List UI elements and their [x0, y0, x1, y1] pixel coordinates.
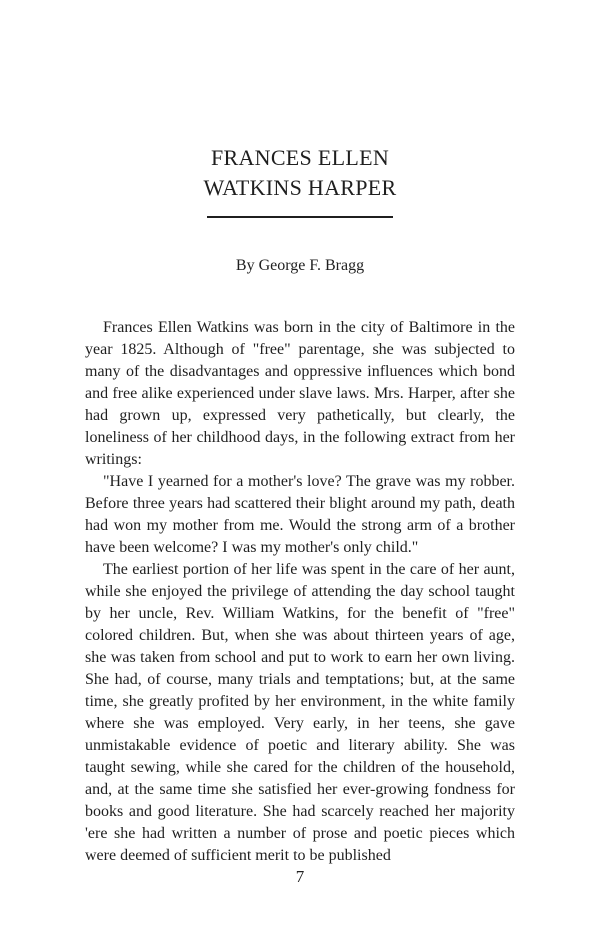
paragraph-intro: Frances Ellen Watkins was born in the city of Baltimore in the year 1825. Although of "free" parentage, she was subjected to many of the disadvantages and oppressive influences which bond and free alike experienced under slave laws. Mrs. Harper, after she had grown up, expressed very pathetically, but clearly, the loneliness of her childhood days, in the following extract from her writings:	[85, 319, 515, 468]
page-number: 7	[295, 867, 305, 886]
title-divider	[207, 216, 393, 218]
chapter-title-line-2: WATKINS HARPER	[203, 175, 397, 200]
paragraph-early-life: The earliest portion of her life was spent in the care of her aunt, while she enjoyed the privilege of attending the day school taught by her uncle, Rev. William Watkins, for the benefit of "free" colored children. But, when she was about thirteen years of age, she was taken from school and put to work to earn her own living. She had, of course, many trials and temptations; but, at the same time, she greatly profited by her environment, in the white family where she was employed. Very early, in her teens, she gave unmistakable evidence of poetic and literary ability. She was taught sewing, while she cared for the children of the household, and, at the same time she satisfied her ever-growing fondness for books and good literature. She had scarcely reached her majority 'ere she had written a number of prose and poetic pieces which were deemed of sufficient merit to be published	[85, 561, 515, 864]
chapter-title-line-1: FRANCES ELLEN	[210, 145, 390, 170]
chapter-title	[0, 143, 600, 203]
paragraph-quote: "Have I yearned for a mother's love? The grave was my robber. Before three years had scattered their blight around my path, death had won my mother from me. Would the strong arm of a brother have been welcome? I was my mother's only child."	[85, 473, 515, 556]
author-byline: By George F. Bragg	[235, 257, 365, 274]
body-text	[85, 317, 515, 867]
